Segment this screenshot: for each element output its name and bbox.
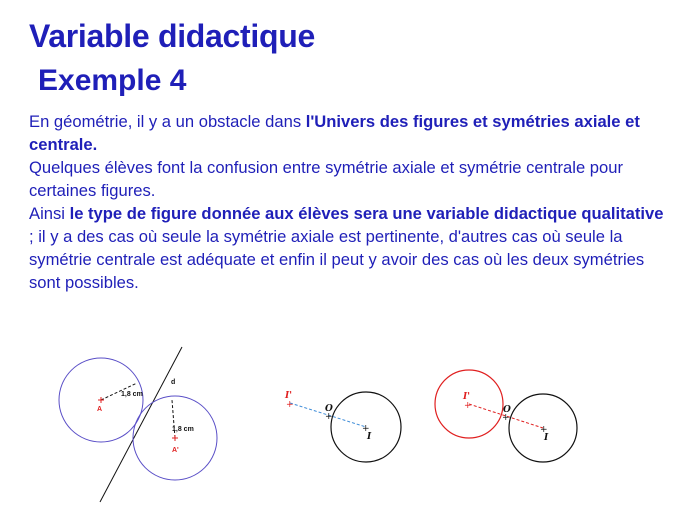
label-a: A — [97, 406, 103, 413]
label-i: I — [367, 432, 372, 442]
paragraph-variable-text-before: Ainsi — [29, 204, 70, 223]
figure-axial-symmetry — [59, 347, 217, 502]
label-radius-2: 1,8 cm — [172, 426, 194, 433]
label-a-prime: A' — [172, 447, 179, 454]
point-o-marker: + — [325, 412, 333, 422]
paragraph-variable-text-after: ; il y a des cas où seule la symétrie axiale est pertinente, d'autres cas où seule la symétrie centrale est adéquate et enfin il peut y avoir des cas où les deux symétries sont possibles. — [29, 227, 645, 292]
point-i-prime-marker-2: + — [464, 401, 472, 411]
paragraph-obstacle-bold: l'Univers des figures et symétries axiale et centrale. — [29, 112, 640, 154]
axis-line-d — [100, 347, 182, 502]
label-i-2: I — [544, 433, 549, 443]
label-radius-1: 1,8 cm — [121, 391, 143, 398]
point-i-marker: + — [362, 424, 370, 434]
slide-title: Variable didactique — [29, 18, 315, 54]
label-o: O — [325, 404, 333, 414]
label-i-prime-2: I' — [463, 392, 470, 402]
paragraph-variable-bold: le type de figure donnée aux élèves sera une variable didactique qualitative — [69, 204, 664, 223]
point-i-prime-marker: + — [286, 400, 294, 410]
point-o-marker-2: + — [502, 413, 510, 423]
figure-central-symmetry-2 — [435, 370, 577, 462]
point-i-marker-2: + — [540, 425, 548, 435]
paragraph-confusion: Quelques élèves font la confusion entre symétrie axiale et symétrie centrale pour certaines figures. — [29, 158, 623, 200]
paragraph-obstacle-text: En géométrie, il y a un obstacle dans — [29, 112, 306, 131]
label-d: d — [171, 379, 176, 386]
slide-subtitle: Exemple 4 — [38, 64, 187, 97]
label-o-2: O — [503, 405, 511, 415]
figure-central-symmetry-1 — [284, 391, 401, 462]
label-i-prime: I' — [285, 391, 292, 401]
